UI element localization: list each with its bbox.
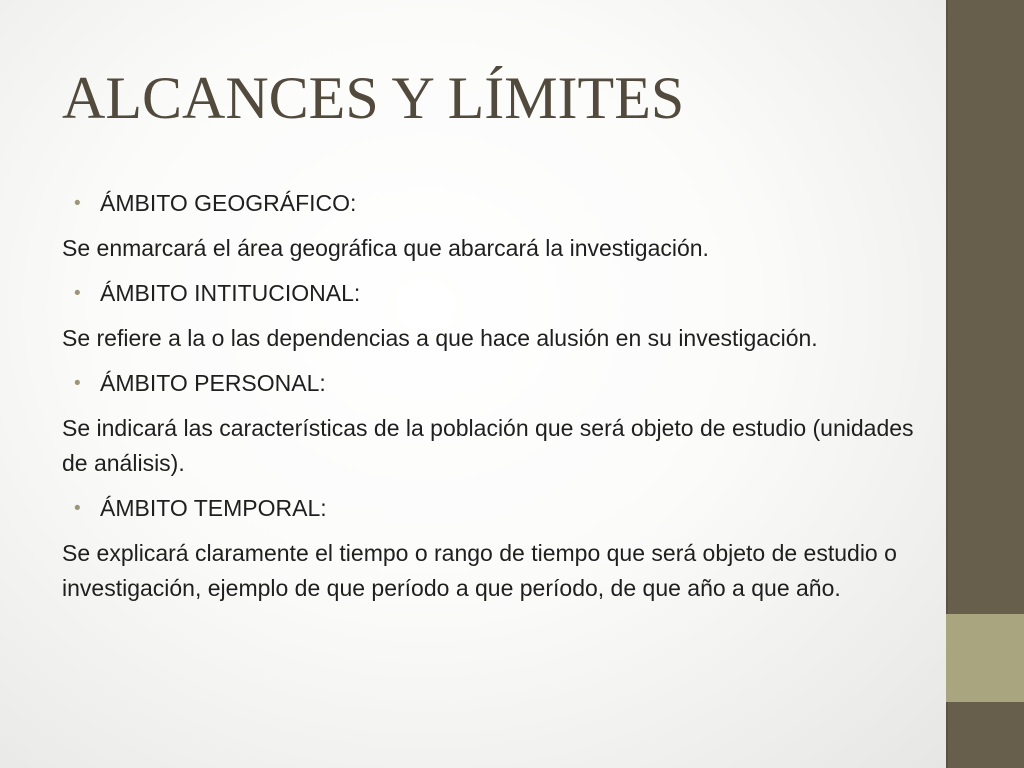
side-decor-accent: [946, 614, 1024, 702]
bullet-text: ÁMBITO INTITUCIONAL:: [100, 280, 361, 306]
paragraph-geografico: Se enmarcará el área geográfica que abarcará la investigación.: [62, 235, 709, 261]
bullet-dot-icon: •: [74, 283, 81, 304]
paragraph-personal: Se indicará las características de la población que será objeto de estudio (unidades de análisis).: [62, 415, 914, 476]
slide-title: ALCANCES Y LÍMITES: [62, 65, 685, 131]
bullet-dot-icon: •: [74, 193, 81, 214]
bullet-item-geografico: [62, 186, 922, 221]
bullet-item-temporal: [62, 491, 922, 526]
bullet-item-institucional: [62, 276, 922, 311]
bullet-text: ÁMBITO TEMPORAL:: [100, 495, 327, 521]
paragraph-temporal: Se explicará claramente el tiempo o rango de tiempo que será objeto de estudio o investigación, ejemplo de que período a que período, de que año a que año.: [62, 540, 897, 601]
bullet-dot-icon: •: [74, 498, 81, 519]
paragraph-institucional: Se refiere a la o las dependencias a que hace alusión en su investigación.: [62, 325, 818, 351]
bullet-dot-icon: •: [74, 373, 81, 394]
content-list: [62, 186, 922, 616]
bullet-text: ÁMBITO PERSONAL:: [100, 370, 326, 396]
bullet-text: ÁMBITO GEOGRÁFICO:: [100, 190, 357, 216]
bullet-item-personal: [62, 366, 922, 401]
